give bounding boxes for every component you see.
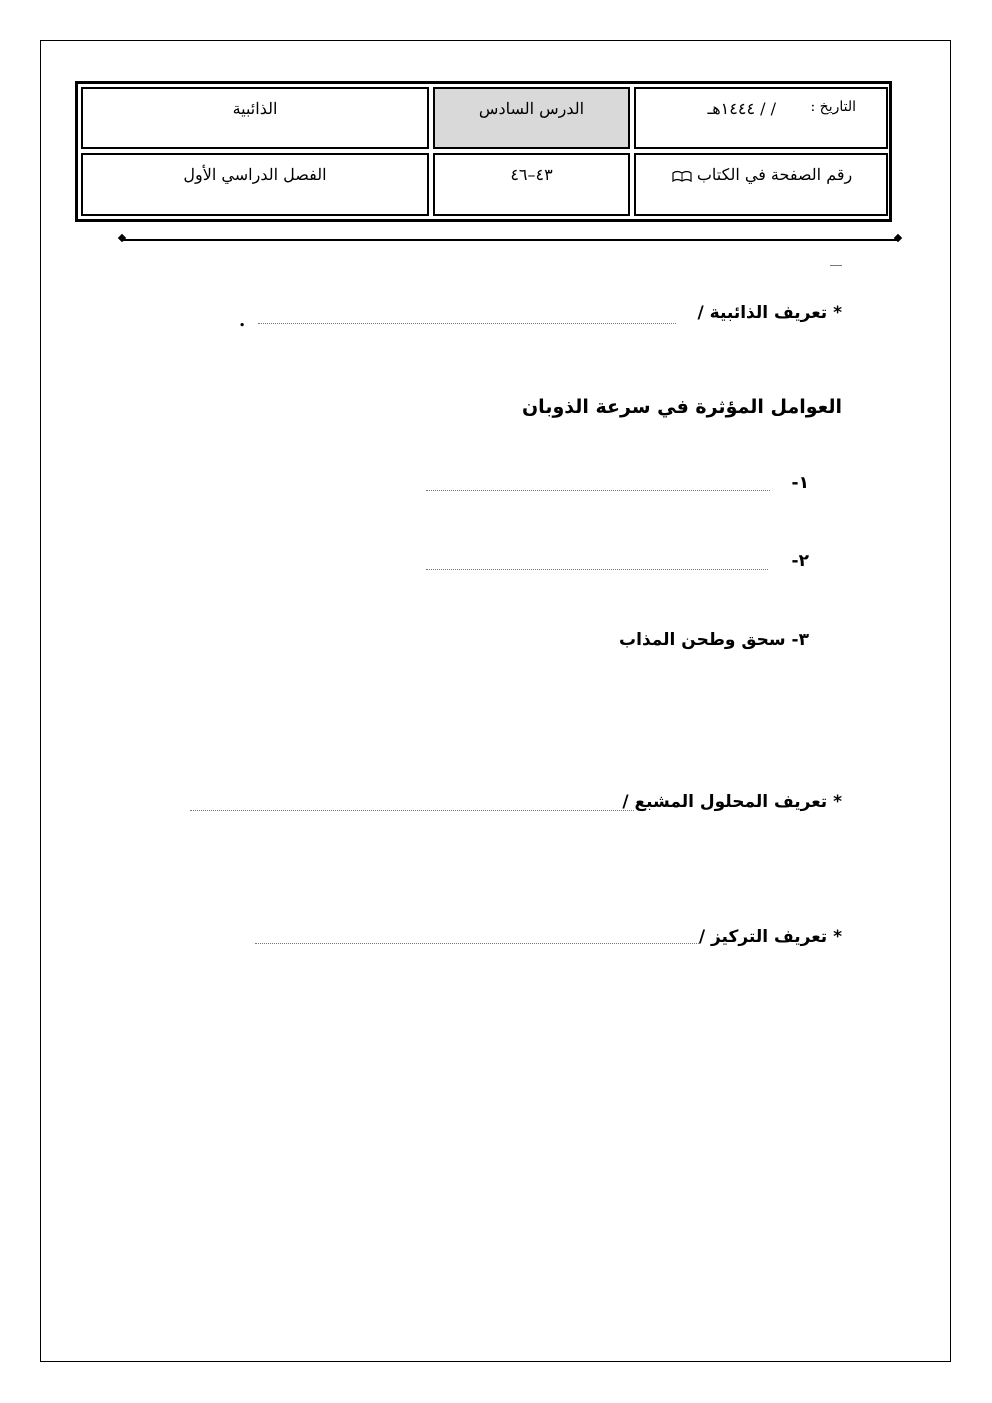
page-number-label [636,165,886,184]
answer-line-factor-1 [426,490,770,491]
topic-title: الذائبية [232,99,278,118]
open-book-icon [672,170,692,182]
factor-item-3: ٣- سحق وطحن المذاب [619,630,809,650]
divider-line [122,239,899,241]
pages-cell [433,153,630,216]
small-dash [830,265,842,266]
concentration-prompt: * تعريف التركيز / [698,927,842,947]
saturated-solution-prompt: * تعريف المحلول المشبع / [622,792,842,812]
term-label: الفصل الدراسي الأول [183,165,327,184]
topic-cell [81,87,429,149]
answer-line-factor-2 [426,569,768,570]
page-number-text: رقم الصفحة في الكتاب [696,165,853,184]
lesson-title: الدرس السادس [478,99,585,118]
factor-item-1-number: ١- [791,473,809,493]
date-label: التاريخ : [810,99,856,115]
term-cell [81,153,429,216]
answer-line-saturated-solution [190,810,634,811]
answer-end-period: . [239,310,246,331]
answer-line-concentration [255,943,699,944]
lesson-cell [433,87,630,149]
solubility-definition-prompt: * تعريف الذائبية / [697,303,842,323]
date-value: / / ١٤٤٤هـ [707,99,776,118]
lesson-header-table [75,81,892,222]
factor-item-2-number: ٢- [791,551,809,571]
factors-heading: العوامل المؤثرة في سرعة الذوبان [521,396,842,418]
date-cell [634,87,888,149]
page-number-cell [634,153,888,216]
answer-line-solubility [258,323,676,324]
pages-range: ٤٣–٤٦ [510,165,553,184]
